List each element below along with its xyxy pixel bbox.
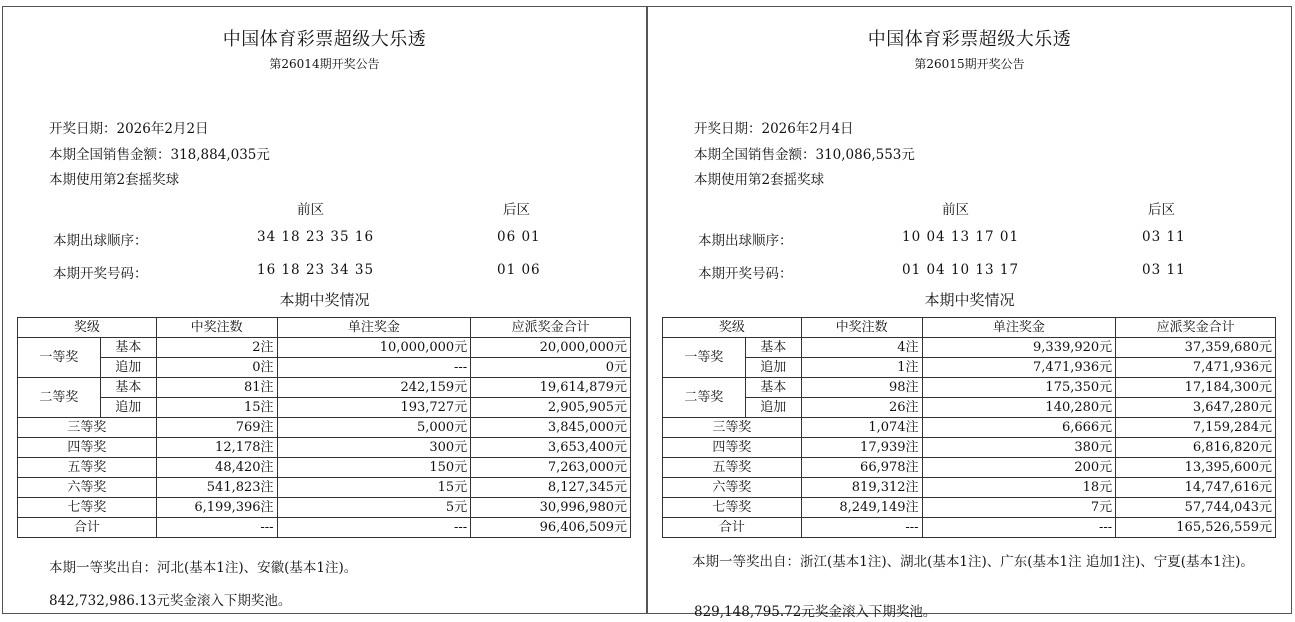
win-count: 819,312注 <box>801 478 922 498</box>
table-row <box>663 458 1276 478</box>
win-count: 2注 <box>156 338 277 358</box>
announcement-subtitle: 第26014期开奖公告 <box>269 57 380 71</box>
announcement-title: 中国体育彩票超级大乐透 <box>867 29 1072 50</box>
table-row <box>18 438 631 458</box>
prize-level: 二等奖 <box>663 378 746 418</box>
draw-announcement-26015 <box>647 6 1292 620</box>
ball-set: 本期使用第2套摇奖球 <box>49 172 180 188</box>
header-count: 中奖注数 <box>801 318 922 338</box>
win-count: 26注 <box>801 398 922 418</box>
unit-prize: 242,159元 <box>277 378 471 398</box>
total-prize: 7,263,000元 <box>471 458 631 478</box>
front-zone-label: 前区 <box>942 202 969 218</box>
total-prize: 14,747,616元 <box>1116 478 1276 498</box>
prize-level: 四等奖 <box>18 438 157 458</box>
draw-announcement-26014 <box>2 6 647 614</box>
win-count: 17,939注 <box>801 438 922 458</box>
draw-order-back: 06 01 <box>497 229 541 245</box>
table-row <box>663 338 1276 358</box>
sub-level: 追加 <box>100 358 156 378</box>
draw-order-front: 34 18 23 35 16 <box>257 229 375 245</box>
prize-level: 七等奖 <box>18 498 157 518</box>
header-total: 应派奖金合计 <box>1116 318 1276 338</box>
unit-prize: 7,471,936元 <box>922 358 1116 378</box>
table-header-row <box>663 318 1276 338</box>
win-count: 0注 <box>156 358 277 378</box>
sales-amount: 本期全国销售金额：318,884,035元 <box>49 147 270 163</box>
header-level: 奖级 <box>663 318 802 338</box>
table-row <box>663 418 1276 438</box>
draw-date: 开奖日期：2026年2月2日 <box>49 121 209 137</box>
prize-level: 一等奖 <box>18 338 101 378</box>
unit-prize: 7元 <box>922 498 1116 518</box>
winning-summary-title: 本期中奖情况 <box>924 291 1015 309</box>
unit-prize: 6,666元 <box>922 418 1116 438</box>
total-prize: 13,395,600元 <box>1116 458 1276 478</box>
win-count: 48,420注 <box>156 458 277 478</box>
table-row <box>663 478 1276 498</box>
jackpot-rollover: 842,732,986.13元奖金滚入下期奖池。 <box>49 593 292 609</box>
table-row <box>18 338 631 358</box>
first-prize-origin: 本期一等奖出自：河北(基本1注)、安徽(基本1注)。 <box>49 560 358 576</box>
unit-prize: 193,727元 <box>277 398 471 418</box>
prize-table <box>662 317 1276 538</box>
sum-label: 合计 <box>663 518 802 538</box>
prize-table <box>17 317 631 538</box>
win-count: 12,178注 <box>156 438 277 458</box>
ball-set: 本期使用第2套摇奖球 <box>694 172 825 188</box>
back-zone-label: 后区 <box>1148 202 1175 218</box>
unit-prize: --- <box>922 518 1116 538</box>
header-prize: 单注奖金 <box>922 318 1116 338</box>
back-zone-label: 后区 <box>503 202 530 218</box>
draw-order-label: 本期出球顺序： <box>698 233 793 249</box>
header-count: 中奖注数 <box>156 318 277 338</box>
prize-level: 五等奖 <box>663 458 802 478</box>
table-total-row <box>18 518 631 538</box>
prize-level: 一等奖 <box>663 338 746 378</box>
header-prize: 单注奖金 <box>277 318 471 338</box>
unit-prize: --- <box>277 358 471 378</box>
table-row <box>18 358 631 378</box>
win-count: 541,823注 <box>156 478 277 498</box>
total-prize: 20,000,000元 <box>471 338 631 358</box>
total-prize: 37,359,680元 <box>1116 338 1276 358</box>
unit-prize: 10,000,000元 <box>277 338 471 358</box>
total-prize: 7,471,936元 <box>1116 358 1276 378</box>
sub-level: 基本 <box>100 338 156 358</box>
draw-order-front: 10 04 13 17 01 <box>902 229 1020 245</box>
total-prize: 7,159,284元 <box>1116 418 1276 438</box>
first-prize-origin: 本期一等奖出自：浙江(基本1注)、湖北(基本1注)、广东(基本1注 追加1注)、宁夏(基本1注)。 <box>692 554 1254 570</box>
sub-level: 基本 <box>745 338 801 358</box>
total-prize: 96,406,509元 <box>471 518 631 538</box>
total-prize: 2,905,905元 <box>471 398 631 418</box>
draw-date: 开奖日期：2026年2月4日 <box>694 121 854 137</box>
unit-prize: 200元 <box>922 458 1116 478</box>
win-count: 15注 <box>156 398 277 418</box>
total-prize: 3,653,400元 <box>471 438 631 458</box>
total-prize: 30,996,980元 <box>471 498 631 518</box>
table-row <box>663 358 1276 378</box>
sub-level: 基本 <box>745 378 801 398</box>
unit-prize: 140,280元 <box>922 398 1116 418</box>
total-prize: 8,127,345元 <box>471 478 631 498</box>
win-count: 66,978注 <box>801 458 922 478</box>
table-row <box>18 398 631 418</box>
table-row <box>18 418 631 438</box>
prize-level: 三等奖 <box>18 418 157 438</box>
winning-number-back: 01 06 <box>497 262 541 278</box>
prize-level: 七等奖 <box>663 498 802 518</box>
header-level: 奖级 <box>18 318 157 338</box>
winning-summary-title: 本期中奖情况 <box>279 291 370 309</box>
total-prize: 57,744,043元 <box>1116 498 1276 518</box>
unit-prize: 5,000元 <box>277 418 471 438</box>
prize-level: 四等奖 <box>663 438 802 458</box>
table-header-row <box>18 318 631 338</box>
winning-number-front: 01 04 10 13 17 <box>902 262 1020 278</box>
total-prize: 0元 <box>471 358 631 378</box>
prize-level: 三等奖 <box>663 418 802 438</box>
unit-prize: --- <box>277 518 471 538</box>
winning-number-back: 03 11 <box>1142 262 1186 278</box>
table-row <box>18 458 631 478</box>
prize-level: 五等奖 <box>18 458 157 478</box>
total-prize: 19,614,879元 <box>471 378 631 398</box>
unit-prize: 175,350元 <box>922 378 1116 398</box>
winning-number-label: 本期开奖号码： <box>698 266 793 282</box>
unit-prize: 380元 <box>922 438 1116 458</box>
announcement-title: 中国体育彩票超级大乐透 <box>222 29 427 50</box>
win-count: --- <box>156 518 277 538</box>
sub-level: 追加 <box>745 398 801 418</box>
table-row <box>18 378 631 398</box>
unit-prize: 5元 <box>277 498 471 518</box>
win-count: --- <box>801 518 922 538</box>
table-row <box>663 378 1276 398</box>
total-prize: 6,816,820元 <box>1116 438 1276 458</box>
sub-level: 基本 <box>100 378 156 398</box>
table-row <box>663 398 1276 418</box>
sum-label: 合计 <box>18 518 157 538</box>
winning-number-front: 16 18 23 34 35 <box>257 262 375 278</box>
table-row <box>18 478 631 498</box>
sub-level: 追加 <box>100 398 156 418</box>
total-prize: 17,184,300元 <box>1116 378 1276 398</box>
table-row <box>18 498 631 518</box>
win-count: 1注 <box>801 358 922 378</box>
unit-prize: 300元 <box>277 438 471 458</box>
prize-level: 二等奖 <box>18 378 101 418</box>
jackpot-rollover: 829,148,795.72元奖金滚入下期奖池。 <box>694 604 937 620</box>
total-prize: 3,647,280元 <box>1116 398 1276 418</box>
table-row <box>663 438 1276 458</box>
table-row <box>663 498 1276 518</box>
announcement-subtitle: 第26015期开奖公告 <box>914 57 1025 71</box>
unit-prize: 150元 <box>277 458 471 478</box>
win-count: 1,074注 <box>801 418 922 438</box>
unit-prize: 15元 <box>277 478 471 498</box>
sales-amount: 本期全国销售金额：310,086,553元 <box>694 147 915 163</box>
win-count: 8,249,149注 <box>801 498 922 518</box>
sub-level: 追加 <box>745 358 801 378</box>
total-prize: 3,845,000元 <box>471 418 631 438</box>
winning-number-label: 本期开奖号码： <box>53 266 148 282</box>
win-count: 4注 <box>801 338 922 358</box>
win-count: 6,199,396注 <box>156 498 277 518</box>
header-total: 应派奖金合计 <box>471 318 631 338</box>
total-prize: 165,526,559元 <box>1116 518 1276 538</box>
draw-order-label: 本期出球顺序： <box>53 233 148 249</box>
win-count: 98注 <box>801 378 922 398</box>
unit-prize: 18元 <box>922 478 1116 498</box>
unit-prize: 9,339,920元 <box>922 338 1116 358</box>
table-total-row <box>663 518 1276 538</box>
front-zone-label: 前区 <box>297 202 324 218</box>
prize-level: 六等奖 <box>18 478 157 498</box>
draw-order-back: 03 11 <box>1142 229 1186 245</box>
win-count: 81注 <box>156 378 277 398</box>
win-count: 769注 <box>156 418 277 438</box>
prize-level: 六等奖 <box>663 478 802 498</box>
